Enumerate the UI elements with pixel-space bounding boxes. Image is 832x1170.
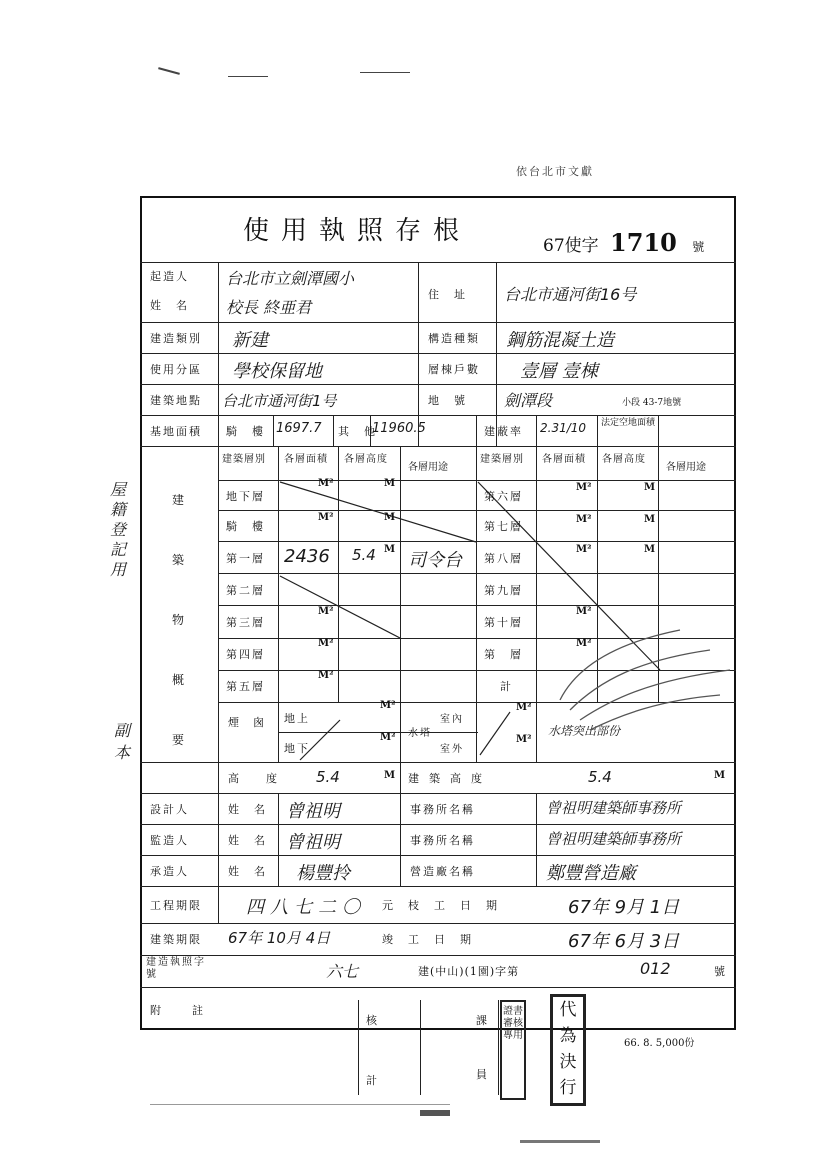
lot-label: 地 號 xyxy=(428,394,467,407)
unit-m2: M² xyxy=(380,700,396,711)
review-stamp-text: 證書審核專用 xyxy=(503,1006,523,1041)
supervisor-label: 監造人 xyxy=(150,834,189,847)
chimney-label: 煙囪 xyxy=(228,716,278,729)
col-area-left: 各層面積 xyxy=(284,454,328,465)
site-value: 台北市通河街1号 xyxy=(222,392,337,410)
contractor-name: 楊豐拎 xyxy=(296,863,350,884)
unit-m: M xyxy=(384,478,396,489)
first-floor-use: 司令台 xyxy=(408,550,462,571)
supervisor-firm-label: 事務所名稱 xyxy=(410,834,475,847)
scan-mark xyxy=(150,1104,450,1105)
unit-m2: M² xyxy=(318,512,334,523)
zone-label: 使用分區 xyxy=(150,363,202,376)
chimney-down: 地下 xyxy=(284,742,310,755)
water-in: 室內 xyxy=(440,714,464,725)
open-label: 法定空地面積 xyxy=(601,418,656,428)
unit-m: M xyxy=(644,482,656,493)
unit-m2: M² xyxy=(516,702,532,713)
license-value: 六七 xyxy=(326,962,359,981)
base-label: 基地面積 xyxy=(150,425,202,438)
builder-value-1: 台北市立劍潭國小 xyxy=(226,269,355,288)
builder-name-label: 姓 名 xyxy=(150,299,189,312)
contractor-firm-label: 營造廠名稱 xyxy=(410,865,475,878)
col-use-left: 各層用途 xyxy=(408,462,448,473)
top-annotation: 依台北市文獻 xyxy=(516,165,594,178)
floors-label: 層棟戶數 xyxy=(428,363,480,376)
floor-right: 第九層 xyxy=(484,584,523,597)
designer-firm: 曾祖明建築師事務所 xyxy=(546,799,682,817)
supervisor-name: 曾祖明 xyxy=(286,832,340,853)
first-floor-height: 5.4 xyxy=(352,546,376,564)
lot-small: 小段 43-7地號 xyxy=(622,398,682,408)
unit-m2: M² xyxy=(380,732,396,743)
floor-left: 地下層 xyxy=(226,490,265,503)
unit-m: M xyxy=(644,544,656,555)
address-value: 台北市通河街16号 xyxy=(504,285,637,304)
water-out: 室外 xyxy=(440,744,464,755)
unit-m2: M² xyxy=(576,482,592,493)
floor-left: 第三層 xyxy=(226,616,265,629)
review-stamp xyxy=(500,1000,526,1100)
floor-left: 第五層 xyxy=(226,680,265,693)
structure-label: 構造種類 xyxy=(428,332,480,345)
first-floor-m: M xyxy=(384,544,396,555)
builder-label: 起造人 xyxy=(150,270,189,283)
unit-m2: M² xyxy=(576,544,592,555)
floor-right: 第七層 xyxy=(484,520,523,533)
floor-left: 第二層 xyxy=(226,584,265,597)
start-date-value: 67年 9月 1日 xyxy=(568,897,680,918)
height-value: 5.4 xyxy=(316,768,340,786)
approval-c: 課 xyxy=(476,1014,489,1027)
address-label: 住 址 xyxy=(428,288,467,301)
designer-label: 設計人 xyxy=(150,803,189,816)
building-side-label: 建築物概要 xyxy=(172,493,185,747)
name-label: 姓 名 xyxy=(228,803,267,816)
floor-right: 第 層 xyxy=(484,648,523,661)
unit-m2: M² xyxy=(318,638,334,649)
site-label: 建築地點 xyxy=(150,394,202,407)
chimney-up: 地上 xyxy=(284,712,310,725)
remarks-label: 附 註 xyxy=(150,1004,213,1017)
finish-date-label: 竣 工 日 期 xyxy=(382,933,473,946)
start-date-label: 元 枝 工 日 期 xyxy=(382,899,499,912)
first-floor-area: 2436 xyxy=(284,546,330,567)
floor-right: 第六層 xyxy=(484,490,523,503)
col-height-left: 各層高度 xyxy=(344,454,388,465)
floor-left: 第一層 xyxy=(226,552,265,565)
done-period-label: 建築期限 xyxy=(150,933,202,946)
designer-firm-label: 事務所名稱 xyxy=(410,803,475,816)
coverage-label: 建蔽率 xyxy=(484,425,523,438)
floor-left: 第四層 xyxy=(226,648,265,661)
floor-right: 計 xyxy=(500,680,513,693)
permit-prefix: 67使字 xyxy=(543,236,599,256)
col-item-right: 建築層別 xyxy=(480,454,524,465)
lot-value: 劍潭段 xyxy=(504,391,553,410)
margin-note-2: 副本 xyxy=(114,721,131,762)
license-label: 建造執照字號 xyxy=(146,957,206,980)
name-label: 姓 名 xyxy=(228,834,267,847)
license-suffix: 號 xyxy=(714,965,727,978)
scan-mark xyxy=(420,1110,450,1116)
page-title: 使用執照存根 xyxy=(243,216,472,246)
floor-right: 第八層 xyxy=(484,552,523,565)
approval-d: 員 xyxy=(476,1068,489,1081)
license-mid: 建(中山)(1園)字第 xyxy=(418,965,520,978)
scan-mark xyxy=(520,1140,600,1143)
total-height-m: M xyxy=(714,770,726,781)
approval-stamp-text: 代為決行 xyxy=(559,1000,577,1098)
license-no: 012 xyxy=(640,959,671,978)
height-m: M xyxy=(384,770,396,781)
arcade-value: 1697.7 xyxy=(276,421,322,436)
permit-period-label: 工程期限 xyxy=(150,899,202,912)
col-area-right: 各層面積 xyxy=(542,454,586,465)
done-period-value: 67年 10月 4日 xyxy=(228,929,331,947)
unit-m2: M² xyxy=(576,606,592,617)
total-height-value: 5.4 xyxy=(588,768,612,786)
unit-m2: M² xyxy=(318,606,334,617)
name-label: 姓 名 xyxy=(228,865,267,878)
category-value: 新建 xyxy=(232,330,268,351)
approval-a: 核 xyxy=(366,1014,379,1027)
col-height-right: 各層高度 xyxy=(602,454,646,465)
permit-period-value: 四八七二〇 xyxy=(246,897,366,918)
print-info: 66. 8. 5,000份 xyxy=(624,1038,695,1049)
contractor-label: 承造人 xyxy=(150,865,189,878)
margin-note: 屋籍登記用 xyxy=(110,480,127,579)
permit-suffix: 號 xyxy=(692,240,705,254)
floor-left: 騎 樓 xyxy=(226,520,265,533)
unit-m: M xyxy=(384,512,396,523)
floor-right: 第十層 xyxy=(484,616,523,629)
designer-name: 曾祖明 xyxy=(286,801,340,822)
supervisor-firm: 曾祖明建築師事務所 xyxy=(546,830,682,848)
approval-b: 計 xyxy=(366,1074,379,1087)
floors-value: 壹層 壹棟 xyxy=(520,361,598,382)
height-label: 高 度 xyxy=(228,772,285,785)
finish-date-value: 67年 6月 3日 xyxy=(568,931,680,952)
col-use-right: 各層用途 xyxy=(666,462,706,473)
unit-m2: M² xyxy=(318,478,334,489)
structure-value: 鋼筋混凝土造 xyxy=(506,330,614,351)
permit-number-value: 1710 xyxy=(610,228,677,257)
other-label: 其 他 xyxy=(338,425,377,438)
pool-note: 水塔突出部份 xyxy=(548,724,621,738)
builder-value-2: 校長 終亜君 xyxy=(226,298,312,317)
unit-m2: M² xyxy=(318,670,334,681)
zone-value: 學校保留地 xyxy=(232,361,322,382)
unit-m2: M² xyxy=(576,638,592,649)
other-value: 11960.5 xyxy=(372,421,426,436)
col-item-left: 建築層別 xyxy=(222,454,266,465)
unit-m2: M² xyxy=(576,514,592,525)
total-height-label: 建築高度 xyxy=(408,772,492,785)
unit-m: M xyxy=(644,514,656,525)
approval-stamp xyxy=(550,994,586,1106)
contractor-firm: 鄭豐營造廠 xyxy=(546,863,636,884)
arcade-label: 騎 樓 xyxy=(226,425,265,438)
coverage-value: 2.31/10 xyxy=(540,421,587,435)
seal-smudge xyxy=(540,600,740,760)
category-label: 建造類別 xyxy=(150,332,202,345)
unit-m2: M² xyxy=(516,734,532,745)
water-label: 水塔 xyxy=(408,728,432,739)
